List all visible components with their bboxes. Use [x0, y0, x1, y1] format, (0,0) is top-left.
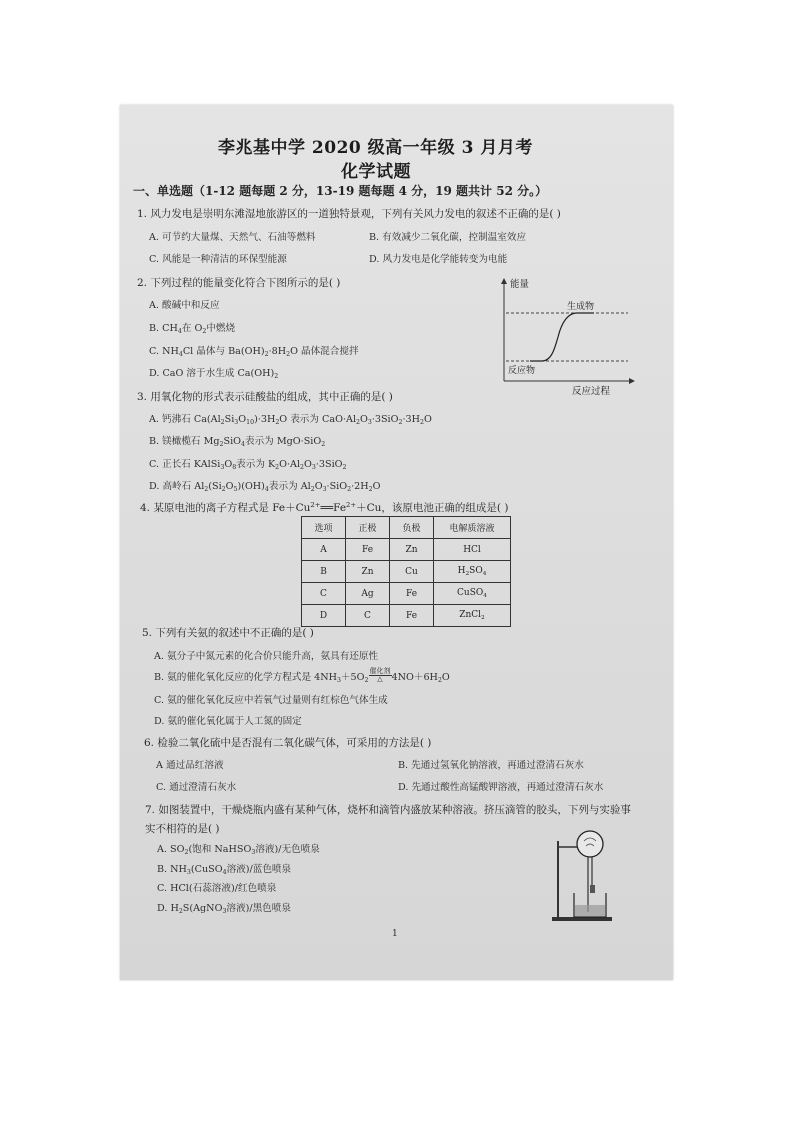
table-cell: Fe: [346, 539, 390, 561]
table-cell: Zn: [390, 539, 434, 561]
question-1-option-d: D. 风力发电是化学能转变为电能: [369, 254, 508, 265]
table-cell: ZnCl$_2$: [434, 605, 511, 627]
table-cell: B: [302, 561, 346, 583]
reaction-axis-label: 反应过程: [572, 386, 611, 396]
question-6-option-b: B. 先通过氢氧化钠溶液，再通过澄清石灰水: [398, 760, 584, 771]
question-3-option-c: C. 正长石 $KAlSi_3O_8$表示为 $K_2O\cdot Al_2O_3\cdot 3SiO_2$: [149, 459, 347, 471]
question-2-stem: 2. 下列过程的能量变化符合下图所示的是( ): [137, 277, 341, 289]
beaker-solution: [575, 905, 605, 916]
table-cell: D: [302, 605, 346, 627]
reactant-label: 反应物: [508, 366, 536, 376]
question-6-option-d: D. 先通过酸性高锰酸钾溶液，再通过澄清石灰水: [398, 782, 604, 793]
exam-subtitle: 化学试题: [341, 162, 411, 182]
exam-title: 李兆基中学 2020 级高一年级 3 月月考: [218, 138, 533, 158]
question-5-option-b: B. 氨的催化氧化反应的化学方程式是 $4NH_3+5O_2$ 催化剂 △ $4NO+6H_2O$: [154, 667, 450, 684]
product-label: 生成物: [567, 302, 595, 312]
question-3-option-b: B. 镁橄榄石 $Mg_2SiO_4$表示为 MgO·SiO$_2$: [149, 436, 326, 448]
question-6-option-a: A 通过品红溶液: [156, 760, 224, 771]
page-number: 1: [392, 929, 398, 939]
question-7-stem-line1: 7. 如图装置中，干燥烧瓶内盛有某种气体，烧杯和滴管内盛放某种溶液。挤压滴管的胶头，下列与实验事: [145, 804, 631, 816]
question-5-option-d: D. 氨的催化氧化属于人工氮的固定: [154, 716, 302, 727]
question-5-stem: 5. 下列有关氨的叙述中不正确的是( ): [142, 627, 314, 639]
question-2-option-b: B. $CH_4$在 $O_2$中燃烧: [149, 323, 236, 335]
table-header: 负极: [390, 517, 434, 539]
table-cell: C: [346, 605, 390, 627]
question-6-stem: 6. 检验二氧化硫中是否混有二氧化碳气体，可采用的方法是( ): [144, 737, 432, 749]
table-header-row: [302, 517, 511, 539]
table-cell: A: [302, 539, 346, 561]
question-1-option-b: B. 有效减少二氧化碳，控制温室效应: [369, 232, 527, 243]
table-cell: HCl: [434, 539, 511, 561]
question-3-option-a: A. 钙沸石 $Ca(Al_2Si_3O_{10})\cdot 3H_2O$ 表示为 $CaO\cdot Al_2O_3\cdot 3SiO_2\cdot 3H_2O$: [149, 414, 432, 426]
question-7-option-a: A. $SO_2$(饱和 NaHSO$_3$溶液)/无色喷泉: [157, 844, 320, 856]
energy-curve: [530, 313, 594, 361]
table-row: [302, 539, 511, 561]
table-cell: Ag: [346, 583, 390, 605]
question-6-option-c: C. 通过澄清石灰水: [156, 782, 237, 793]
question-1-option-a: A. 可节约大量煤、天然气、石油等燃料: [149, 232, 316, 243]
section-heading: 一、单选题（1-12 题每题 2 分，13-19 题每题 4 分，19 题共计 52 分。）: [133, 184, 548, 198]
table-cell: Fe: [390, 605, 434, 627]
question-4-stem: 4. 某原电池的离子方程式是 $Fe+Cu^{2+}══Fe^{2+}+Cu$，该原电池正确的组成是( ): [140, 501, 509, 514]
question-5-option-c: C. 氨的催化氧化反应中若氧气过量则有红棕色气体生成: [154, 695, 388, 706]
question-1-stem: 1. 风力发电是崇明东滩湿地旅游区的一道独特景观，下列有关风力发电的叙述不正确的是( ): [137, 208, 561, 220]
table-header: 正极: [346, 517, 390, 539]
table-cell: $H_2SO_4$: [434, 561, 511, 583]
question-5-option-a: A. 氨分子中氮元素的化合价只能升高，氨具有还原性: [154, 651, 379, 662]
question-3-stem: 3. 用氧化物的形式表示硅酸盐的组成，其中正确的是( ): [137, 391, 393, 403]
catalyst-arrow: 催化剂 △: [369, 667, 391, 683]
table-header: 电解质溶液: [434, 517, 511, 539]
dropper-bulb: [590, 885, 595, 893]
question-2-option-d: D. CaO 溶于水生成 $Ca(OH)_2$: [149, 368, 279, 380]
energy-diagram: [490, 271, 640, 396]
exam-paper: [120, 105, 673, 980]
battery-options-table: [301, 516, 511, 627]
question-7-option-d: D. $H_2S(AgNO_3$溶液)/黑色喷泉: [157, 903, 291, 915]
question-2-option-a: A. 酸碱中和反应: [149, 300, 220, 311]
question-1-option-c: C. 风能是一种清洁的环保型能源: [149, 254, 287, 265]
question-7-option-c: C. HCl(石蕊溶液)/红色喷泉: [157, 883, 277, 894]
table-row: [302, 583, 511, 605]
table-cell: Zn: [346, 561, 390, 583]
energy-axis-label: 能量: [510, 279, 530, 290]
question-2-option-c: C. $NH_4Cl$ 晶体与 $Ba(OH)_2\cdot 8H_2O$ 晶体混合搅拌: [149, 346, 359, 358]
table-cell: C: [302, 583, 346, 605]
table-header: 选项: [302, 517, 346, 539]
fountain-apparatus: [548, 827, 623, 923]
question-3-option-d: D. 高岭石 $Al_2(Si_2O_5)(OH)_4$表示为 $Al_2O_3\cdot SiO_2\cdot 2H_2O$: [149, 481, 381, 493]
question-7-option-b: B. $NH_3(CuSO_4$溶液)/蓝色喷泉: [157, 864, 292, 876]
table-cell: Cu: [390, 561, 434, 583]
table-cell: CuSO$_4$: [434, 583, 511, 605]
table-cell: Fe: [390, 583, 434, 605]
table-row: [302, 605, 511, 627]
table-row: [302, 561, 511, 583]
question-7-stem-line2: 实不相符的是( ): [145, 823, 220, 835]
